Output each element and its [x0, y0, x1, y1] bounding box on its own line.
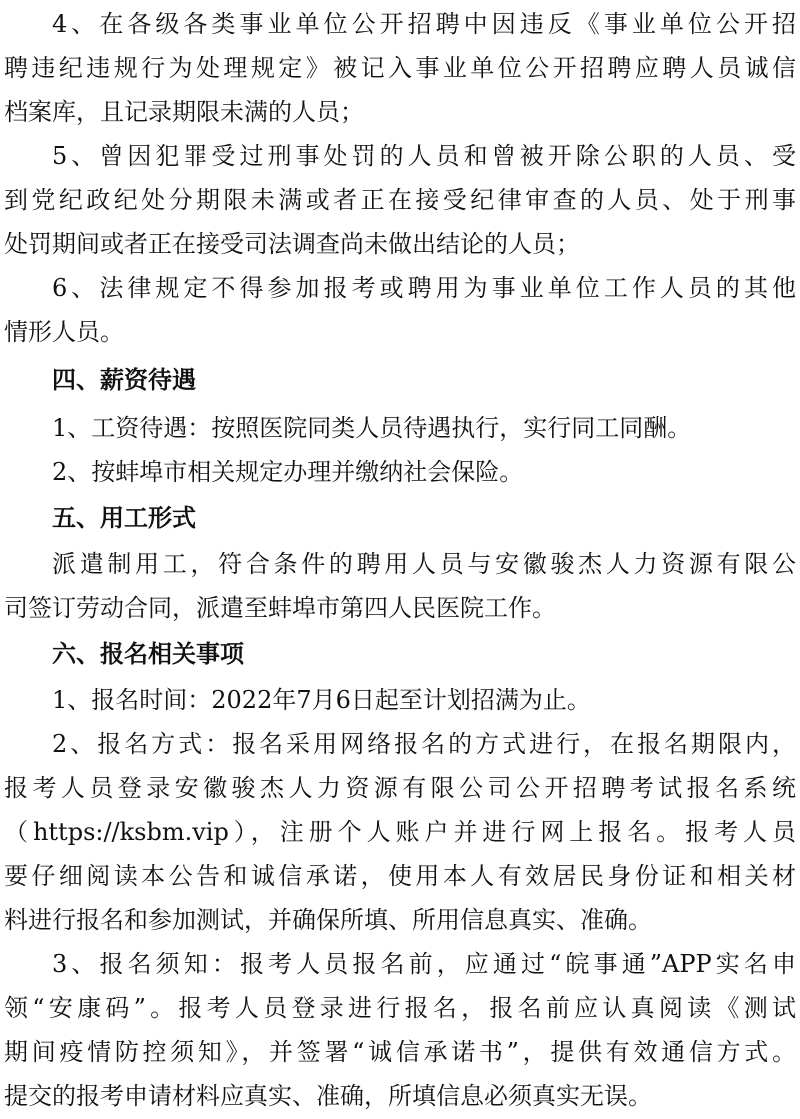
paragraph-line: 2、报名方式：报名采用网络报名的方式进行，在报名期限内，: [52, 730, 796, 758]
paragraph-line: 聘违纪违规行为处理规定》被记入事业单位公开招聘应聘人员诚信: [4, 54, 796, 82]
paragraph-line: 5、曾因犯罪受过刑事处罚的人员和曾被开除公职的人员、受: [52, 142, 796, 170]
paragraph-line: 领“安康码”。报考人员登录进行报名，报名前应认真阅读《测试: [4, 994, 796, 1022]
paragraph-line: 要仔细阅读本公告和诚信承诺，使用本人有效居民身份证和相关材: [4, 862, 796, 890]
paragraph-line: 2、按蚌埠市相关规定办理并缴纳社会保险。: [52, 458, 524, 486]
paragraph-line: 提交的报考申请材料应真实、准确，所填信息必须真实无误。: [4, 1082, 652, 1110]
paragraph-line: 1、报名时间：2022年7月6日起至计划招满为止。: [52, 686, 591, 714]
paragraph-line: 司签订劳动合同，派遣至蚌埠市第四人民医院工作。: [4, 594, 556, 622]
paragraph-line: 4、在各级各类事业单位公开招聘中因违反《事业单位公开招: [52, 10, 796, 38]
paragraph-line: （https://ksbm.vip），注册个人账户并进行网上报名。报考人员: [4, 818, 796, 846]
paragraph-line: 档案库，且记录期限未满的人员；: [4, 98, 364, 126]
paragraph-line: 处罚期间或者正在接受司法调查尚未做出结论的人员；: [4, 230, 580, 258]
paragraph-line: 期间疫情防控须知》，并签署“诚信承诺书”，提供有效通信方式。: [4, 1038, 796, 1066]
paragraph-line: 3、报名须知：报考人员报名前，应通过“皖事通”APP实名申: [52, 950, 796, 978]
paragraph-line: 6、法律规定不得参加报考或聘用为事业单位工作人员的其他: [52, 274, 796, 302]
paragraph-line: 派遣制用工，符合条件的聘用人员与安徽骏杰人力资源有限公: [52, 550, 796, 578]
section-heading: 五、用工形式: [52, 504, 196, 532]
paragraph-line: 1、工资待遇：按照医院同类人员待遇执行，实行同工同酬。: [52, 414, 692, 442]
paragraph-line: 料进行报名和参加测试，并确保所填、所用信息真实、准确。: [4, 906, 652, 934]
paragraph-line: 到党纪政纪处分期限未满或者正在接受纪律审查的人员、处于刑事: [4, 186, 796, 214]
section-heading: 六、报名相关事项: [52, 640, 244, 668]
section-heading: 四、薪资待遇: [52, 366, 196, 394]
paragraph-line: 报考人员登录安徽骏杰人力资源有限公司公开招聘考试报名系统: [4, 774, 796, 802]
paragraph-line: 情形人员。: [4, 318, 124, 346]
